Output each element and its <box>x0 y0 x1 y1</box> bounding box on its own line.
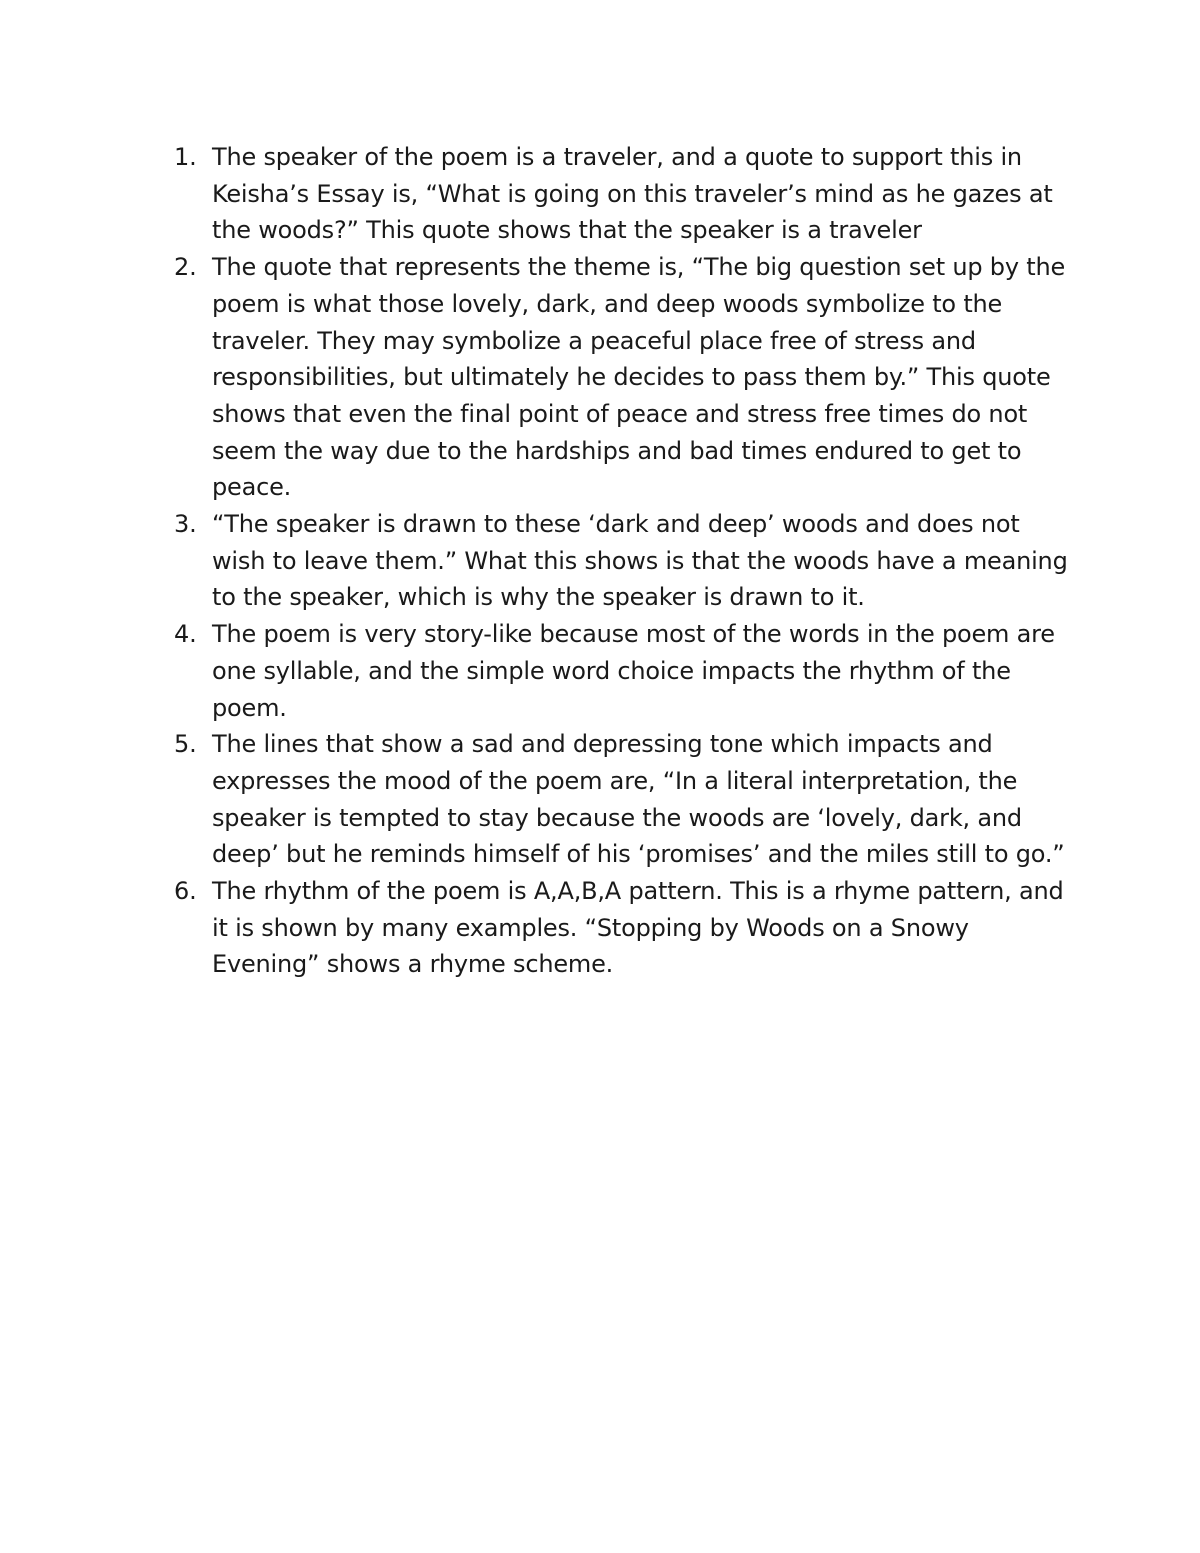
item-number: 1. <box>174 143 197 171</box>
item-text: “The speaker is drawn to these ‘dark and deep’ woods and does not wish to leave them.” What this shows is that the woods have a meaning to the speaker, which is why the speaker is drawn to it. <box>212 510 1068 612</box>
item-text: The rhythm of the poem is A,A,B,A pattern. This is a rhyme pattern, and it is shown by many examples. “Stopping by Woods on a Snowy Evening” shows a rhyme scheme. <box>212 877 1064 979</box>
item-text: The speaker of the poem is a traveler, and a quote to support this in Keisha’s Essay is, “What is going on this traveler’s mind as he gazes at the woods?” This quote shows that the speaker is a traveler <box>212 143 1053 245</box>
item-number: 6. <box>174 877 197 906</box>
item-text: The quote that represents the theme is, “The big question set up by the poem is what those lovely, dark, and deep woods symbolize to the traveler. They may symbolize a peaceful place free of stress and responsibilities, but ultimately he decides to pass them by.” This quote shows that even the final point of peace and stress free times do not seem the way due to the hardships and bad times endured to get to peace. <box>212 253 1066 502</box>
item-number: 5. <box>174 730 197 759</box>
list-item <box>174 506 1074 616</box>
item-text: The lines that show a sad and depressing tone which impacts and expresses the mood of the poem are, “In a literal interpretation, the speaker is tempted to stay because the woods are ‘lovely, dark, and deep’ but he reminds himself of his ‘promises’ and the miles still to go.” <box>212 730 1065 869</box>
list-item <box>174 726 1074 873</box>
list-item <box>174 249 1074 506</box>
list-item <box>174 139 1074 249</box>
answer-list <box>174 139 1074 983</box>
list-item <box>174 873 1074 983</box>
item-number: 3. <box>174 510 197 539</box>
item-text: The poem is very story-like because most of the words in the poem are one syllable, and the simple word choice impacts the rhythm of the poem. <box>212 620 1055 722</box>
item-number: 2. <box>174 253 197 282</box>
list-item <box>174 616 1074 726</box>
item-number: 4. <box>174 620 197 649</box>
